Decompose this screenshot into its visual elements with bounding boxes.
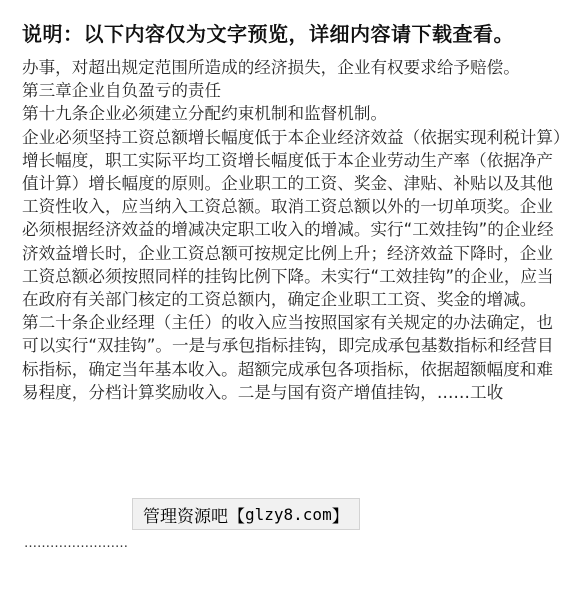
paragraph: 办事，对超出规定范围所造成的经济损失，企业有权要求给予赔偿。	[22, 58, 520, 77]
article-heading: 第十九条企业必须建立分配约束机制和监督机制。	[22, 104, 388, 124]
document-body	[22, 56, 562, 404]
watermark-site-name: 管理资源吧	[143, 506, 228, 527]
preview-notice: 说明：以下内容仅为文字预览，详细内容请下载查看。	[22, 22, 514, 46]
watermark-domain: glzy8.com	[245, 504, 332, 524]
truncation-ellipsis: ……………………	[24, 536, 128, 551]
paragraph: 第二十条企业经理（主任）的收入应当按照国家有关规定的办法确定，也可以实行“双挂钩”。一是与承包指标挂钩，即完成承包基数指标和经营目标指标，确定当年基本收入。超额完成承包各项指标，依据超额幅度和难易程度，分档计算奖励收入。二是与国有资产增值挂钩，……工收	[22, 313, 554, 402]
chapter-heading: 第三章企业自负盈亏的责任	[22, 81, 222, 101]
watermark-bracket-open: 【	[228, 506, 245, 527]
paragraph: 企业必须坚持工资总额增长幅度低于本企业经济效益（依据实现利税计算）增长幅度，职工实际平均工资增长幅度低于本企业劳动生产率（依据净产值计算）增长幅度的原则。企业职工的工资、奖金、津贴、补贴以及其他工资性收入，应当纳入工资总额。取消工资总额以外的一切单项奖。企业必须根据经济效益的增减决定职工收入的增减。实行“工效挂钩”的企业经济效益增长时，企业工资总额可按规定比例上升；经济效益下降时，企业工资总额必须按照同样的挂钩比例下降。未实行“工效挂钩”的企业，应当在政府有关部门核定的工资总额内，确定企业职工工资、奖金的增减。	[22, 127, 562, 310]
watermark-bracket-close: 】	[331, 506, 349, 527]
watermark-banner	[132, 498, 360, 530]
